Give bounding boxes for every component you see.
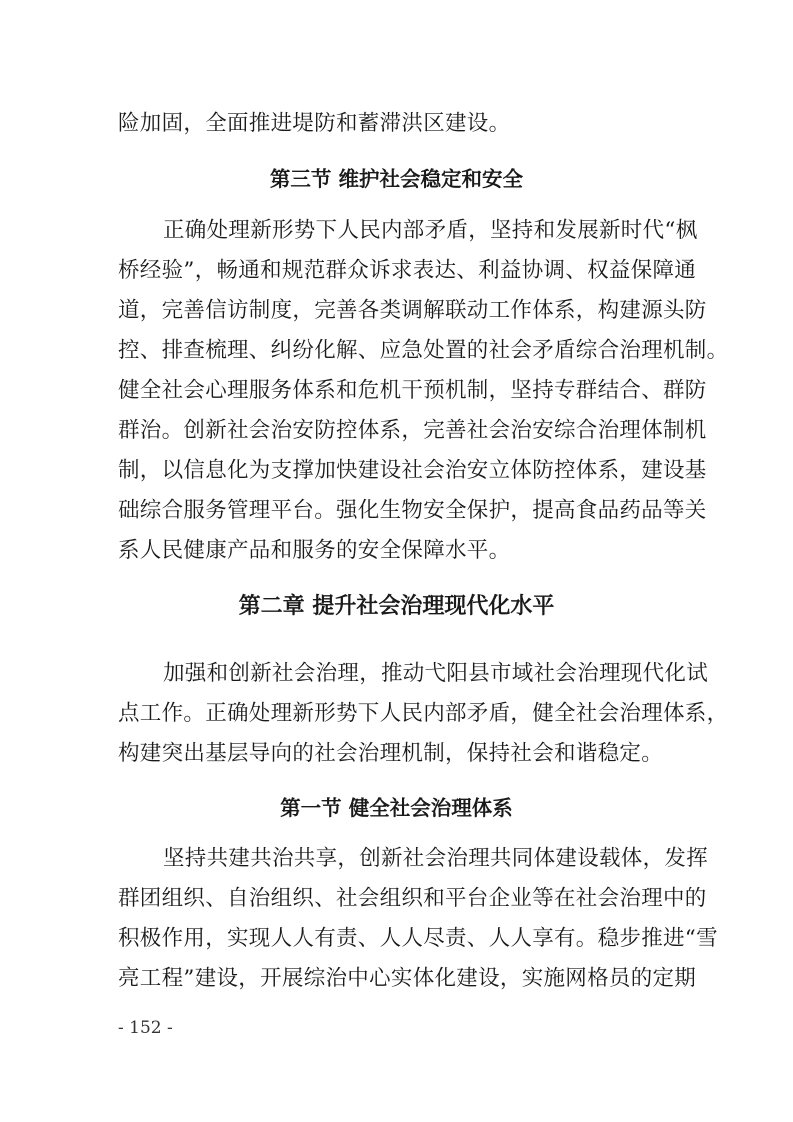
paragraph-line: 系人民健康产品和服务的安全保障水平。	[118, 538, 511, 563]
paragraph-line: 正确处理新形势下人民内部矛盾，坚持和发展新时代“枫	[163, 218, 698, 243]
paragraph-line: 群团组织、自治组织、社会组织和平台企业等在社会治理中的	[118, 886, 707, 911]
chapter-heading: 第二章 提升社会治理现代化水平	[238, 594, 555, 619]
paragraph-line: 控、排查梳理、纠纷化解、应急处置的社会矛盾综合治理机制。	[118, 338, 729, 363]
paragraph-line: 健全社会心理服务体系和危机干预机制，坚持专群结合、群防	[118, 378, 707, 403]
paragraph-line: 险加固，全面推进堤防和蓄滞洪区建设。	[118, 111, 511, 136]
paragraph-line: 础综合服务管理平台。强化生物安全保护，提高食品药品等关	[118, 498, 707, 523]
paragraph-line: 桥经验”，畅通和规范群众诉求表达、利益协调、权益保障通	[118, 258, 697, 283]
page-number: - 152 -	[118, 1018, 173, 1038]
paragraph-line: 群治。创新社会治安防控体系，完善社会治安综合治理体制机	[118, 418, 707, 443]
paragraph-line: 积极作用，实现人人有责、人人尽责、人人享有。稳步推进“雪	[118, 926, 718, 951]
paragraph-line: 亮工程”建设，开展综治中心实体化建设，实施网格员的定期	[118, 966, 697, 991]
paragraph-line: 道，完善信访制度，完善各类调解联动工作体系，构建源头防	[118, 298, 707, 323]
paragraph-line: 加强和创新社会治理，推动弋阳县市域社会治理现代化试	[163, 661, 709, 686]
paragraph-line: 坚持共建共治共享，创新社会治理共同体建设载体，发挥	[163, 846, 709, 871]
section-heading: 第一节 健全社会治理体系	[280, 796, 513, 820]
paragraph-line: 点工作。正确处理新形势下人民内部矛盾，健全社会治理体系，	[118, 701, 729, 726]
paragraph-line: 制，以信息化为支撑加快建设社会治安立体防控体系，建设基	[118, 458, 707, 483]
section-heading: 第三节 维护社会稳定和安全	[269, 167, 524, 191]
paragraph-line: 构建突出基层导向的社会治理机制，保持社会和谐稳定。	[118, 741, 664, 766]
